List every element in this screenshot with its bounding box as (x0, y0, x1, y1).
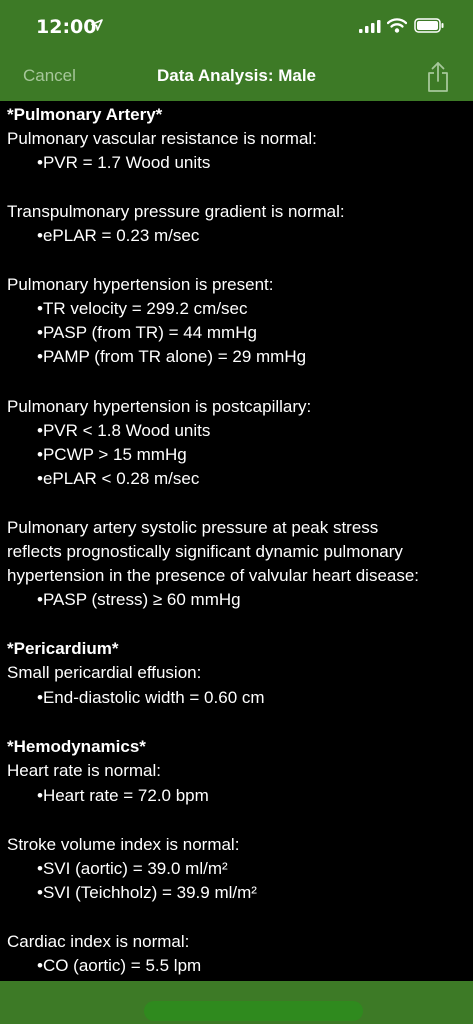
finding-value: •End-diastolic width = 0.60 cm (37, 688, 265, 707)
status-bar (0, 0, 473, 52)
cellular-signal-icon (359, 20, 381, 33)
finding-statement: Pulmonary artery systolic pressure at peak stress (7, 518, 379, 537)
share-button[interactable] (424, 60, 452, 94)
finding-value: •SVI (aortic) = 39.0 ml/m² (37, 859, 228, 878)
page-title: Data Analysis: Male (156, 66, 317, 85)
finding-value: •TR velocity = 299.2 cm/sec (37, 299, 248, 318)
wifi-icon (387, 18, 407, 33)
finding-value: •PAMP (from TR alone) = 29 mmHg (37, 347, 307, 366)
home-indicator[interactable] (144, 1001, 363, 1021)
finding-value: •Heart rate = 72.0 bpm (37, 786, 209, 805)
location-arrow-icon (91, 19, 103, 31)
finding-statement: reflects prognostically significant dynamic pulmonary (7, 542, 403, 561)
cancel-button[interactable]: Cancel (23, 66, 76, 85)
finding-statement: Stroke volume index is normal: (7, 835, 240, 854)
finding-value: •PVR = 1.7 Wood units (37, 153, 211, 172)
finding-value: •PCWP > 15 mmHg (37, 445, 187, 464)
finding-value: •PASP (stress) ≥ 60 mmHg (37, 590, 241, 609)
finding-value: •PVR < 1.8 Wood units (37, 421, 211, 440)
section-header-hemodynamics: *Hemodynamics* (7, 737, 146, 756)
battery-icon (414, 18, 444, 33)
finding-statement: Small pericardial effusion: (7, 663, 202, 682)
navigation-bar (0, 52, 473, 101)
section-header-pulmonary-artery: *Pulmonary Artery* (7, 105, 163, 124)
finding-statement: Pulmonary hypertension is present: (7, 275, 274, 294)
finding-statement: Heart rate is normal: (7, 761, 161, 780)
finding-statement: Transpulmonary pressure gradient is normal: (7, 202, 345, 221)
finding-statement: hypertension in the presence of valvular heart disease: (7, 566, 420, 585)
finding-value: •ePLAR < 0.28 m/sec (37, 469, 200, 488)
bottom-toolbar (0, 981, 473, 1024)
finding-value: •PASP (from TR) = 44 mmHg (37, 323, 257, 342)
share-icon (424, 60, 452, 94)
finding-value: •CO (aortic) = 5.5 lpm (37, 956, 202, 975)
finding-value: •ePLAR = 0.23 m/sec (37, 226, 200, 245)
finding-value: •SVI (Teichholz) = 39.9 ml/m² (37, 883, 257, 902)
status-time: 12:00 (36, 16, 97, 38)
analysis-content[interactable] (0, 101, 473, 981)
finding-statement: Pulmonary hypertension is postcapillary: (7, 397, 312, 416)
finding-statement: Cardiac index is normal: (7, 932, 190, 951)
finding-statement: Pulmonary vascular resistance is normal: (7, 129, 317, 148)
section-header-pericardium: *Pericardium* (7, 639, 119, 658)
